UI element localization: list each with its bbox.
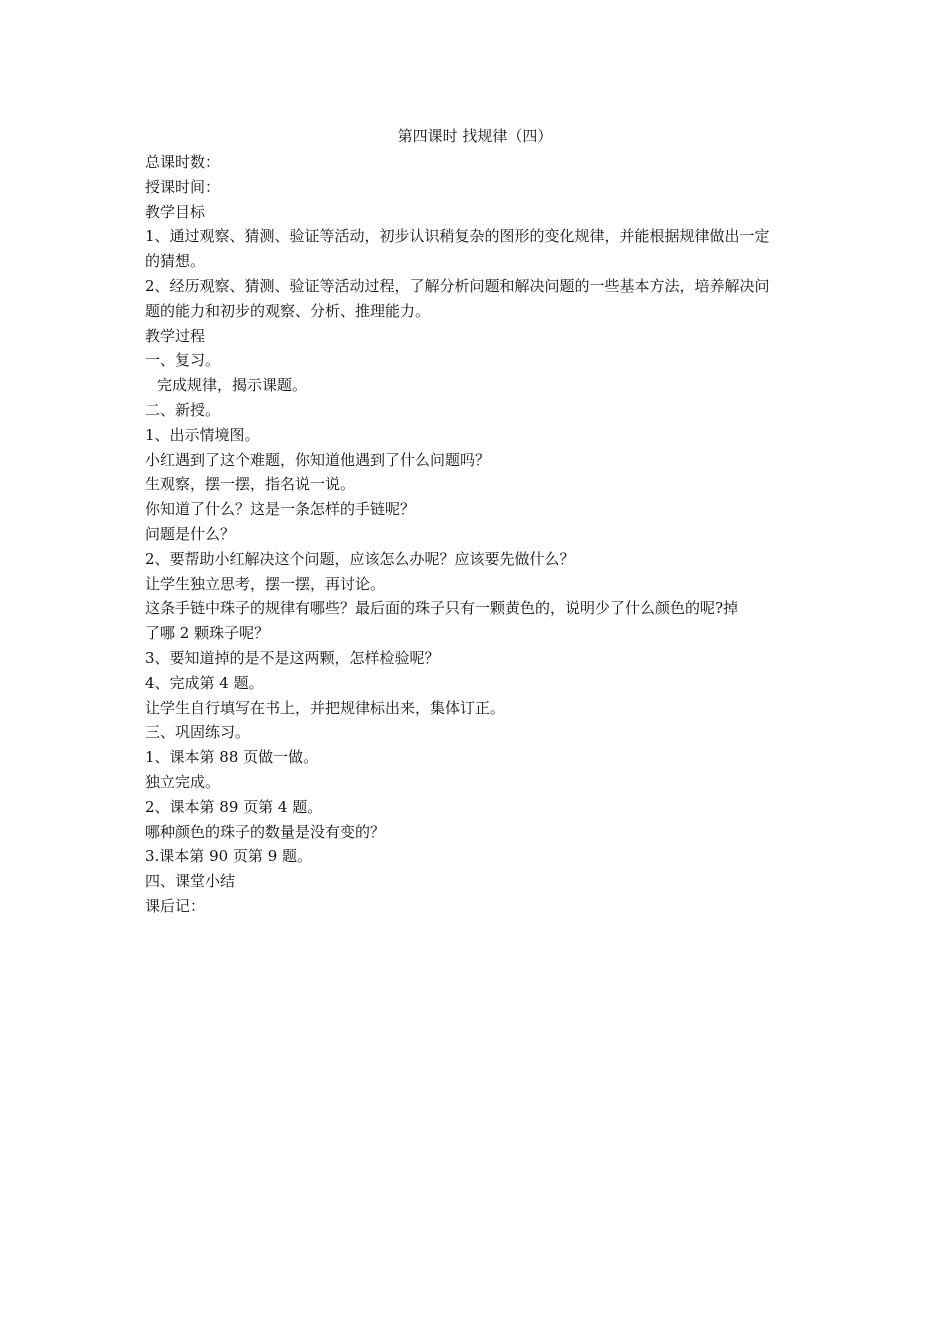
text-line: 2、要帮助小红解决这个问题，应该怎么办呢？应该要先做什么？ [145, 549, 575, 568]
line-after-class-notes: 课后记： [145, 896, 206, 915]
page-title: 第四课时 找规律（四） [397, 127, 553, 145]
text-line: 让学生独立思考，摆一摆，再讨论。 [145, 574, 386, 593]
document-body [145, 150, 808, 919]
section-summary: 四、课堂小结 [145, 872, 236, 891]
text-line: 了哪 2 颗珠子呢？ [145, 624, 270, 643]
text-line: 1、出示情境图。 [145, 425, 260, 444]
text-line: 4、完成第 4 题。 [145, 673, 264, 692]
text-line: 这条手链中珠子的规律有哪些？最后面的珠子只有一颗黄色的，说明少了什么颜色的呢?掉 [145, 599, 739, 618]
line-teaching-time: 授课时间： [145, 177, 221, 196]
section-practice: 三、巩固练习。 [145, 723, 251, 742]
text-line: 3、要知道掉的是不是这两颗，怎样检验呢？ [145, 648, 440, 667]
text-line: 你知道了什么？这是一条怎样的手链呢？ [145, 500, 416, 519]
text-line: 问题是什么？ [145, 524, 236, 543]
review-detail: 完成规律，揭示课题。 [157, 376, 308, 395]
goal-1-line-1: 1、通过观察、猜测、验证等活动，初步认识稍复杂的图形的变化规律，并能根据规律做出一定 [145, 227, 770, 246]
goal-1-line-2: 的猜想。 [145, 252, 206, 271]
text-line: 让学生自行填写在书上，并把规律标出来，集体订正。 [145, 698, 506, 717]
goal-2-line-2: 题的能力和初步的观察、分析、推理能力。 [145, 301, 431, 320]
section-new-lesson: 二、新授。 [145, 400, 221, 419]
heading-teaching-process: 教学过程 [145, 326, 206, 345]
goal-2-line-1: 2、经历观察、猜测、验证等活动过程，了解分析问题和解决问题的一些基本方法，培养解决问 [145, 276, 770, 295]
text-line: 生观察，摆一摆，指名说一说。 [145, 475, 356, 494]
text-line: 小红遇到了这个难题，你知道他遇到了什么问题吗？ [145, 450, 491, 469]
text-line: 1、课本第 88 页做一做。 [145, 748, 319, 767]
heading-teaching-goals: 教学目标 [145, 202, 206, 221]
text-line: 2、课本第 89 页第 4 题。 [145, 797, 323, 816]
text-line: 独立完成。 [145, 772, 221, 791]
text-line: 3.课本第 90 页第 9 题。 [145, 847, 313, 866]
line-total-hours: 总课时数： [145, 153, 221, 171]
section-review: 一、复习。 [145, 351, 221, 370]
text-line: 哪种颜色的珠子的数量是没有变的？ [145, 822, 386, 841]
